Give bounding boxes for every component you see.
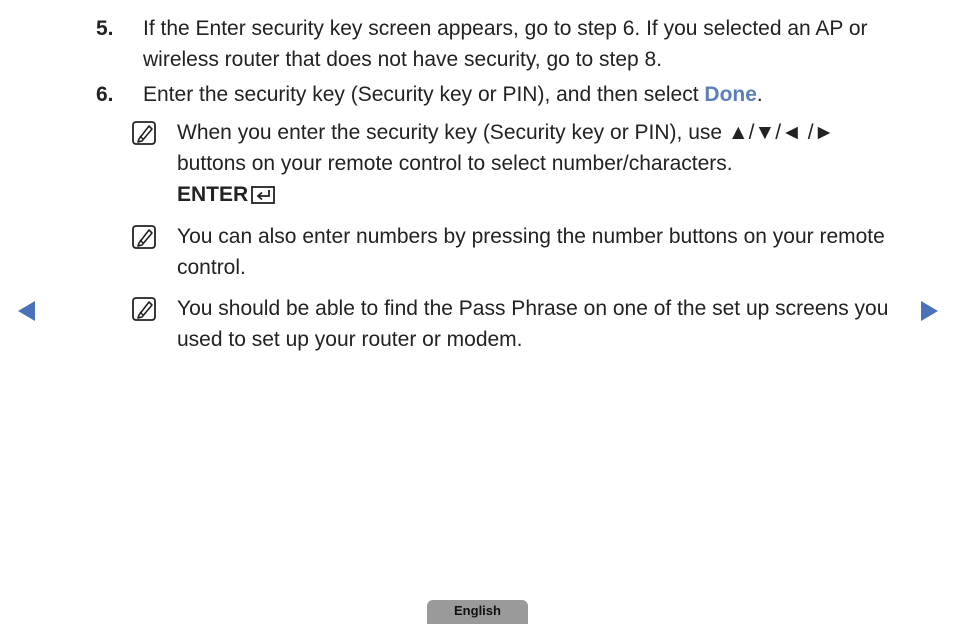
left-triangle-icon xyxy=(17,300,37,322)
note-text: You should be able to find the Pass Phrase on one of the set up screens you used to set up your router or modem. xyxy=(177,297,889,351)
note-text xyxy=(177,117,897,213)
right-triangle-icon xyxy=(919,300,939,322)
note-icon xyxy=(131,120,159,148)
language-tab[interactable]: English xyxy=(427,600,528,624)
step-text-after: . xyxy=(756,83,763,106)
previous-page-button[interactable] xyxy=(17,300,37,322)
step-text-before: Enter the security key (Security key or PIN), and then select xyxy=(143,83,705,106)
enter-icon xyxy=(251,182,277,213)
note-icon xyxy=(131,296,159,324)
enter-key-label: ENTER xyxy=(177,183,249,206)
note-body: When you enter the security key (Security key or PIN), use ▲/▼/◄ /► buttons on your remote control to select number/characters. xyxy=(177,121,835,175)
step-number: 6. xyxy=(96,83,114,106)
step-text: If the Enter security key screen appears, go to step 6. If you selected an AP or wireless router that does not have security, go to step 8. xyxy=(143,17,868,71)
next-page-button[interactable] xyxy=(919,300,939,322)
note-icon xyxy=(131,224,159,252)
note-text: You can also enter numbers by pressing the number buttons on your remote control. xyxy=(177,225,885,279)
step-text xyxy=(143,79,903,110)
step-number: 5. xyxy=(96,17,114,40)
done-option-label: Done xyxy=(704,83,757,106)
